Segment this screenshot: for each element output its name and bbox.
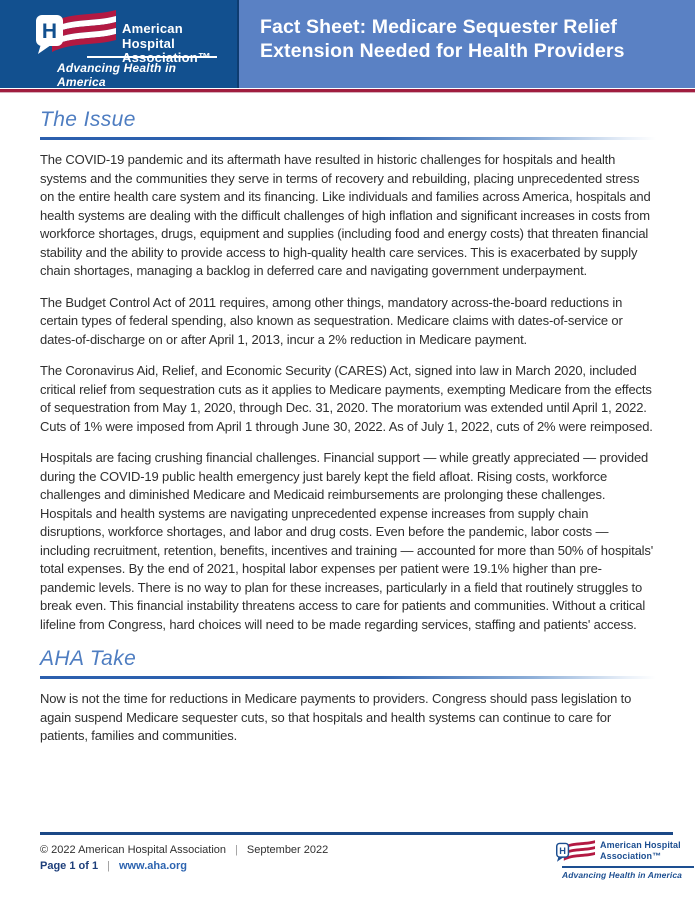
footer-copyright-line bbox=[40, 843, 328, 859]
header-logo-panel bbox=[0, 0, 237, 88]
paragraph: The Coronavirus Aid, Relief, and Economic Security (CARES) Act, signed into law in March 2020, included critical relief from sequestration cuts as it applies to Medicare payments, exempting Medicare from the effects of sequestration from May 1, 2020, through Dec. 31, 2020. The moratorium was extended until April 1, 2022. Cuts of 1% were imposed from April 1 through June 30, 2022. As of July 1, 2022, cuts of 2% were reimposed. bbox=[40, 363, 653, 434]
footer-separator: | bbox=[107, 859, 110, 872]
section-the-issue bbox=[40, 108, 656, 634]
paragraph: The Budget Control Act of 2011 requires, among other things, mandatory across-the-board reductions in certain types of federal spending, also known as sequestration. Medicare claims with dates-of-service or dates-of-discharge on or after April 1, 2013, incur a 2% reduction in Medicare payment. bbox=[40, 294, 623, 347]
logo-h-letter: H bbox=[41, 20, 58, 43]
header-accent-rule bbox=[0, 89, 695, 93]
footer-logo-name-line2: Association™ bbox=[600, 850, 662, 861]
section-rule bbox=[40, 676, 656, 679]
section-aha-take bbox=[40, 647, 656, 746]
footer-website-link[interactable]: www.aha.org bbox=[118, 859, 187, 872]
footer-copyright: © 2022 American Hospital Association bbox=[40, 844, 227, 856]
footer-date: September 2022 bbox=[246, 844, 329, 856]
footer-page-line bbox=[40, 859, 328, 875]
aha-logo-icon bbox=[36, 8, 118, 54]
aha-logo-icon bbox=[556, 838, 596, 863]
footer-page-number: Page 1 of 1 bbox=[40, 859, 99, 872]
footer-logo-divider-line bbox=[562, 866, 694, 868]
section-heading-the-issue: The Issue bbox=[40, 108, 136, 131]
footer-logo-name-line1: American Hospital bbox=[600, 840, 681, 850]
logo-org-name-line1: American Hospital bbox=[122, 21, 183, 51]
paragraph: Hospitals are facing crushing financial challenges. Financial support — while greatly appreciated — provided during the COVID-19 public health emergency just barely kept the field afloat. Rising costs, workforce challenges and diminished Medicare and Medicaid reimbursements are prolonging these challenges. Hospitals and health systems are navigating unprecedented expense increases from supply chain disruptions, workforce shortages, and labor and drug costs. Even before the pandemic, labor costs — including recruitment, retention, benefits, incentives and training — accounted for more than 50% of hospitals' total expenses. By the end of 2021, hospital labor expenses per patient were 19.1% higher than pre-pandemic levels. There is no way to plan for these increases, particularly in a field that routinely struggles to break even. This financial instability threatens access to care for patients and communities. Without a critical lifeline from Congress, hard choices will need to be made regarding services, staffing and patients' access. bbox=[40, 450, 654, 632]
logo-tagline: Advancing Health in America bbox=[57, 61, 177, 89]
logo-h-letter: H bbox=[559, 845, 566, 856]
footer-logo-org-name bbox=[600, 840, 681, 861]
footer-logo-tagline: Advancing Health in America bbox=[562, 869, 682, 880]
footer-text bbox=[40, 843, 328, 874]
paragraph: Now is not the time for reductions in Medicare payments to providers. Congress should pass legislation to again suspend Medicare sequester cuts, so that hospitals and health systems can continue to care for patients, families and communities. bbox=[40, 691, 632, 743]
document-title-line2: Extension Needed for Health Providers bbox=[260, 40, 625, 62]
section-rule bbox=[40, 137, 656, 140]
footer-aha-logo bbox=[556, 838, 694, 880]
section-heading-aha-take: AHA Take bbox=[40, 647, 137, 670]
logo-divider-line bbox=[87, 56, 217, 58]
footer-separator: | bbox=[235, 844, 238, 856]
footer-rule bbox=[40, 832, 673, 835]
paragraph: The COVID-19 pandemic and its aftermath have resulted in historic challenges for hospitals and health systems and the communities they serve in terms of recovery and rebuilding, placing unprecedented stress on the entire health care system and its financing. Like individuals and families across America, hospitals and health systems are dealing with the difficult challenges of high inflation and significant increases in costs from workforce shortages, drugs, equipment and supplies (including food and energy costs) that threaten financial stability and the ability to provide access to high-quality health care services. This is exacerbated by supply chain shortages, managing a backlog in deferred care and navigating government underpayment. bbox=[40, 152, 651, 278]
document-body bbox=[40, 108, 656, 759]
document-title-line1: Fact Sheet: Medicare Sequester Relief bbox=[260, 16, 617, 38]
header-title-banner bbox=[237, 0, 695, 88]
logo-org-name bbox=[122, 22, 237, 66]
